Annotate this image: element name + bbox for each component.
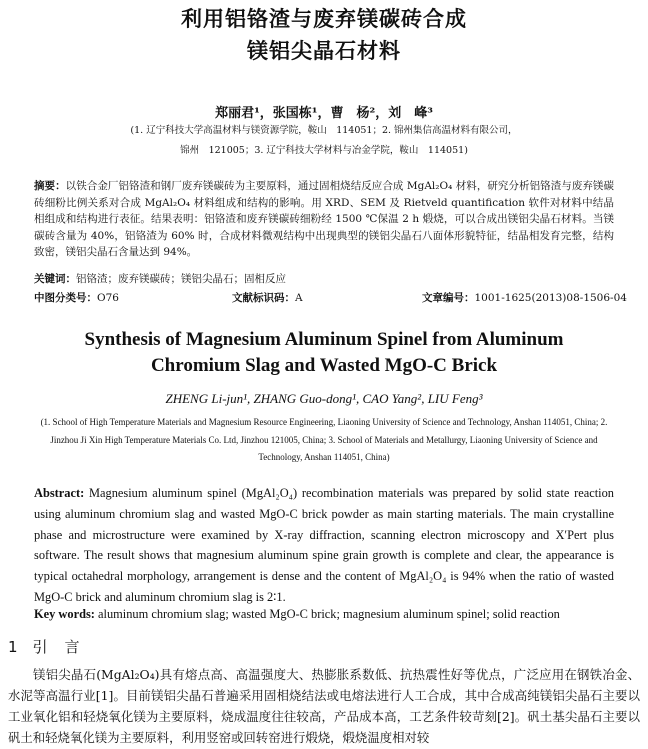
abstract-en-text: Magnesium aluminum spinel (MgAl₂O₄) recombination materials was prepared by solid state reaction using aluminum chromium slag and wasted MgO-C brick powder as main starting materials. The main crystalline phase and microstructure were examined by X-ray diffraction, scanning electron microscopy and X′Pert plus software. The result shows that magnesium aluminum spine grain growth is complete and clear, the appearance is typical octahedral morphology, arrangement is dense and the content of MgAl₂O₄ is 94% when the ratio of wasted MgO-C brick and aluminum chromium slag is 2∶1. <box>34 486 614 604</box>
abstract-en <box>34 483 614 608</box>
classification-row <box>34 290 627 304</box>
authors-cn: 郑丽君¹，张国栋¹，曹 杨²，刘 峰³ <box>215 106 433 121</box>
body-paragraph: 镁铝尖晶石(MgAl₂O₄)具有熔点高、高温强度大、热膨胀系数低、抗热震性好等优点，广泛应用在钢铁冶金、水泥等高温行业[1]。目前镁铝尖晶石普遍采用固相烧结法或电熔法进行人工合成，其中合成高纯镁铝尖晶石主要以工业氧化铝和轻烧氧化镁为主要原料，烧成温度往往较高，产品成本高，工艺条件较苛刻[2]。矾土基尖晶石主要以矾土和轻烧氧化镁为主要原料，利用竖窑或回转窑进行煅烧，煅烧温度相对较 <box>8 667 640 745</box>
section-number: 1 <box>8 638 19 656</box>
doc-label: 文献标识码： <box>232 292 295 304</box>
authors-en: ZHENG Li-jun¹, ZHANG Guo-dong¹, CAO Yang², LIU Feng³ <box>165 391 483 406</box>
title-en-line1: Synthesis of Magnesium Aluminum Spinel from Aluminum <box>84 329 564 350</box>
clc-value: O76 <box>97 292 119 304</box>
article-value: 1001-1625(2013)08-1506-04 <box>474 292 627 304</box>
section-title: 引 言 <box>32 638 81 656</box>
article-label: 文章编号： <box>422 292 475 304</box>
keywords-cn-text: 铝铬渣；废弃镁碳砖；镁铝尖晶石；固相反应 <box>76 273 286 285</box>
clc-label: 中图分类号： <box>34 292 97 304</box>
affiliation-en: (1. School of High Temperature Materials and Magnesium Resource Engineering, Liaoning University of Science and Technology, Anshan 114051, China; 2. Jinzhou Ji Xin High Temperature Materials Co. Ltd, Jinzhou 121005, China; 3. School of Materials and Metallurgy, Liaoning University of Science and Technology, Anshan 114051, China) <box>40 417 608 462</box>
title-cn-line1: 利用铝铬渣与废弃镁碳砖合成 <box>181 7 467 31</box>
abstract-en-label: Abstract: <box>34 486 85 500</box>
keywords-en <box>34 606 614 622</box>
keywords-cn <box>34 272 614 286</box>
title-cn-line2: 镁铝尖晶石材料 <box>247 39 401 63</box>
keywords-cn-label: 关键词： <box>34 273 76 285</box>
section-heading <box>8 636 81 657</box>
doc-value: A <box>295 292 303 304</box>
keywords-en-label: Key words: <box>34 607 95 621</box>
affiliation-cn-line2: 锦州 121005；3. 辽宁科技大学材料与冶金学院，鞍山 114051) <box>180 145 468 156</box>
keywords-en-text: aluminum chromium slag; wasted MgO-C brick; magnesium aluminum spinel; solid reaction <box>94 607 560 621</box>
title-en-line2: Chromium Slag and Wasted MgO-C Brick <box>150 355 498 376</box>
abstract-cn-label: 摘要： <box>34 180 66 192</box>
body-text <box>8 664 640 748</box>
article-number <box>422 290 627 305</box>
affiliation-cn-line1: (1. 辽宁科技大学高温材料与镁资源学院，鞍山 114051；2. 锦州集信高温材料有限公司， <box>130 125 518 136</box>
abstract-cn <box>34 178 614 261</box>
doc-code <box>232 290 303 305</box>
abstract-cn-text: 以铁合金厂铝铬渣和钢厂废弃镁碳砖为主要原料，通过固相烧结反应合成 MgAl₂O₄ 材料，研究分析铝铬渣与废弃镁碳砖细粉比例关系对合成 MgAl₂O₄ 材料组成和结构的影响。用 XRD、SEM 及 Rietveld quantification 软件对材料中结晶相组成和结构进行表征。结果表明：铝铬渣和废弃镁碳砖细粉经 1500 ℃保温 2 h 煅烧，可以合成出镁铝尖晶石材料。当镁碳砖含量为 40%，铝铬渣为 60% 时，合成材料微观结构中出现典型的镁铝尖晶石八面体形貌特征，结晶相发育完整，结构致密，镁铝尖晶石含量达到 94%。 <box>34 180 614 259</box>
clc-number <box>34 290 119 305</box>
